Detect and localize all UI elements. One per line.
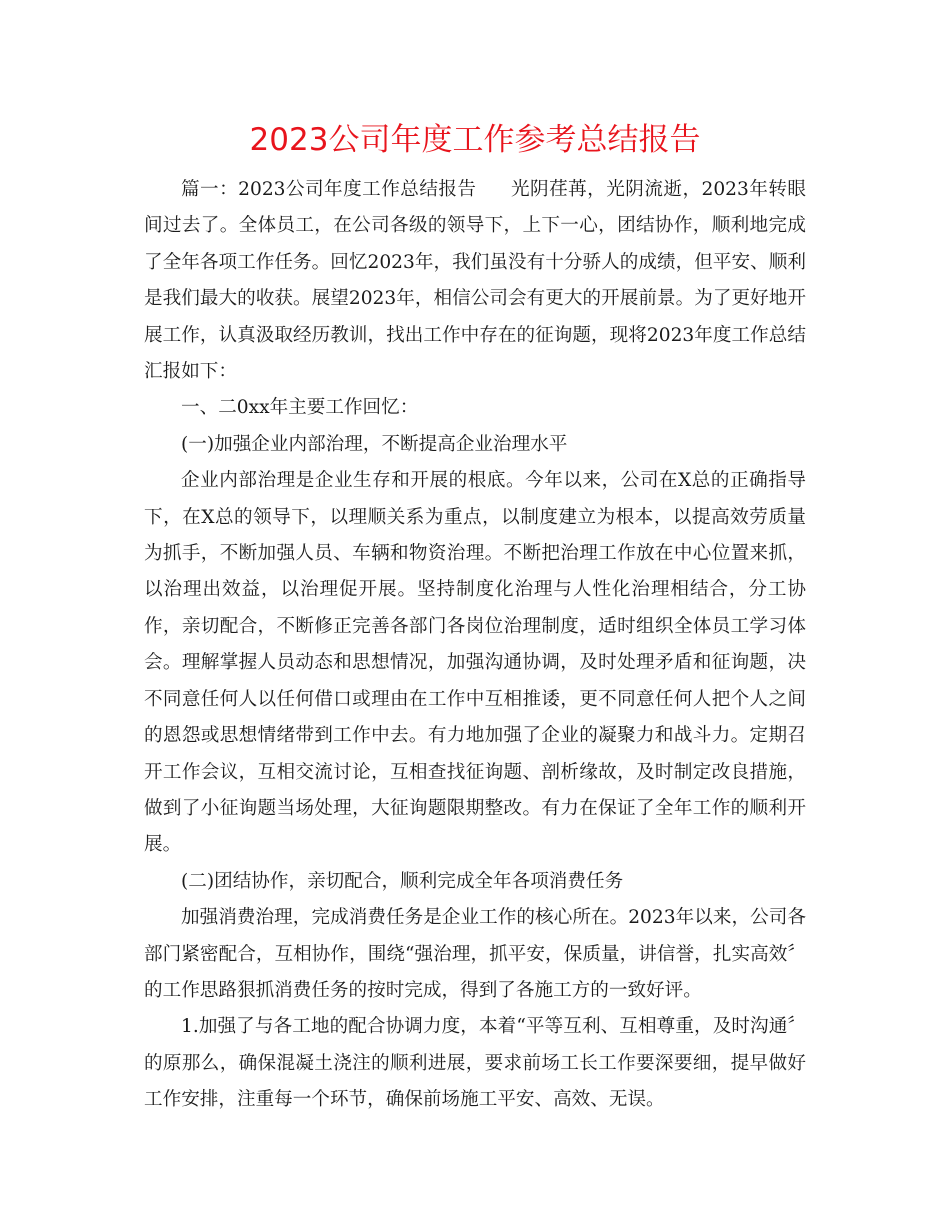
intro-body: 光阴荏苒，光阴流逝，2023年转眼间过去了。全体员工，在公司各级的领导下，上下一心，团结协作，顺利地完成了全年各项工作任务。回忆2023年，我们虽没有十分骄人的成绩，但平安、顺利是我们最大的收获。展望2023年，相信公司会有更大的开展前景。为了更好地开展工作，认真汲取经历教训，找出工作中存在的征询题，现将2023年度工作总结汇报如下： [144,179,806,383]
document-page [144,112,806,1119]
section-heading-review: 一、二0xx年主要工作回忆： [181,397,419,419]
paragraph-production: 加强消费治理，完成消费任务是企业工作的核心所在。2023年以来，公司各部门紧密配合，互相协作，围绕“强治理，抓平安，保质量，讲信誉，扎实高效〞的工作思路狠抓消费任务的按时完成，得到了各施工方的一致好评。 [144,907,806,1001]
paragraph-management: 企业内部治理是企业生存和开展的根底。今年以来，公司在X总的正确指导下，在X总的领导下，以理顺关系为重点，以制度建立为根本，以提高效劳质量为抓手，不断加强人员、车辆和物资治理。不断把治理工作放在中心位置来抓，以治理出效益，以治理促开展。坚持制度化治理与人性化治理相结合，分工协作，亲切配合，不断修正完善各部门各岗位治理制度，适时组织全体员工学习体会。理解掌握人员动态和思想情况，加强沟通协调，及时处理矛盾和征询题，决不同意任何人以任何借口或理由在工作中互相推诿，更不同意任何人把个人之间的恩怨或思想情绪带到工作中去。有力地加强了企业的凝聚力和战斗力。定期召开工作会议，互相交流讨论，互相查找征询题、剖析缘故，及时制定改良措施，做到了小征询题当场处理，大征询题限期整改。有力在保证了全年工作的顺利开展。 [144,470,806,856]
subheading-management: (一)加强企业内部治理，不断提高企业治理水平 [181,433,568,455]
intro-prefix: 篇一：2023公司年度工作总结报告 [181,179,477,200]
paragraph-coordination: 1.加强了与各工地的配合协调力度，本着“平等互利、互相尊重，及时沟通〞的原那么，确保混凝土浇注的顺利进展，要求前场工长工作要深要细，提早做好工作安排，注重每一个环节，确保前场施工平安、高效、无误。 [144,1016,806,1111]
subheading-cooperation: (二)团结协作，亲切配合，顺利完成全年各项消费任务 [181,870,624,892]
page-title: 2023公司年度工作参考总结报告 [249,122,701,158]
intro-paragraph [144,172,806,390]
